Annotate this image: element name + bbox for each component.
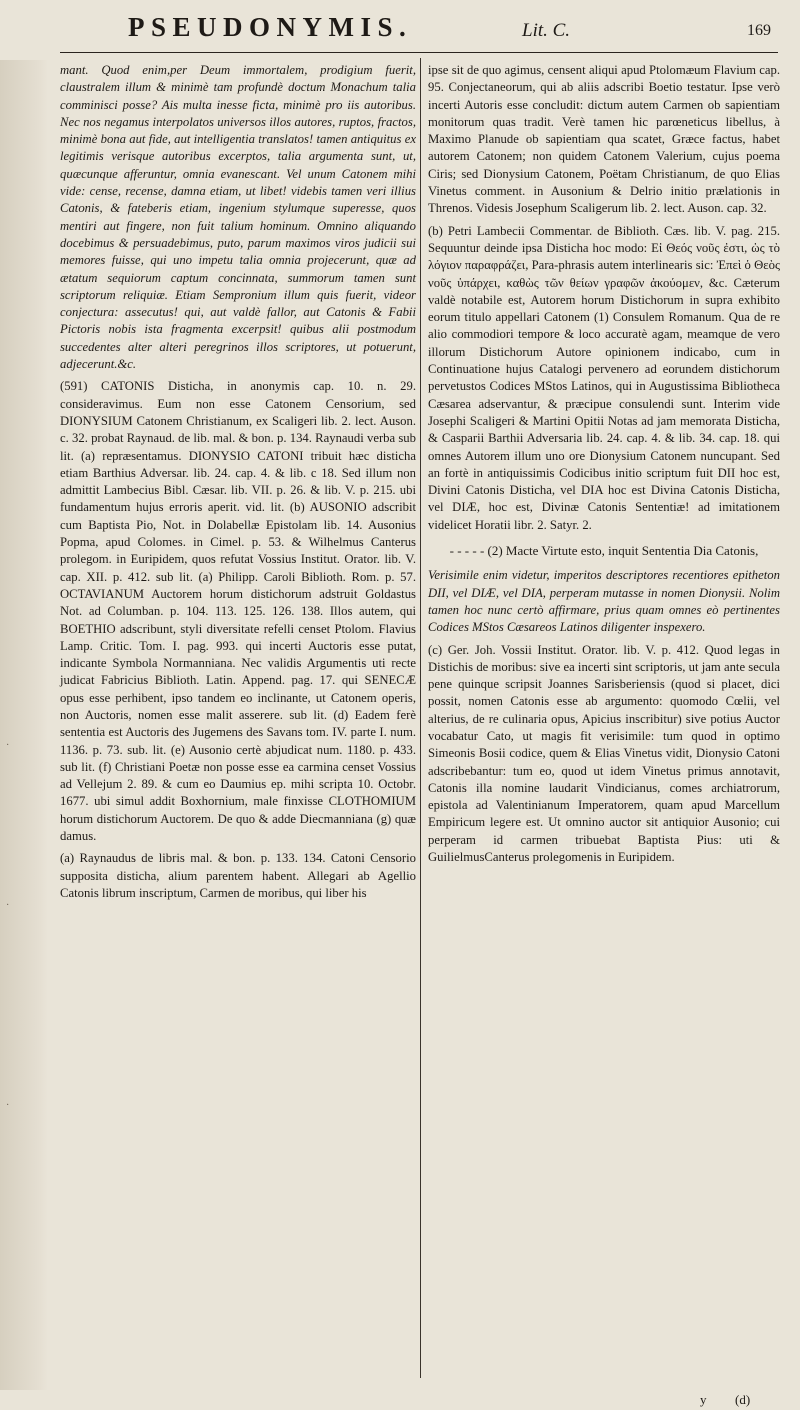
margin-mark: · [6, 900, 10, 911]
signature-mark: y [700, 1392, 707, 1407]
margin-mark: · [6, 740, 10, 751]
margin-mark: · [6, 1100, 10, 1111]
catchword: (d) [735, 1392, 751, 1407]
page-header [0, 10, 800, 54]
motto-verse: - - - - - (2) Macte Virtute esto, inquit Sententia Dia Catonis, [449, 543, 759, 559]
section-mark: Lit. C. [522, 20, 571, 41]
footnote-c: (c) Ger. Joh. Vossii Institut. Orator. lib. V. p. 412. Quod legas in Distichis de moribus: sive ea incerti sint scriptoris, ut jam ante secula pene quinque scripsit Joannes Sarisberiensis (quod si placet, dici possit, nomen Catonis esse ab argumento: quomodo Cœlii, vel alterius, de re culinaria opus, Apicius inscribitur) sive potius Auctor vocabatur Cato, ut magis fit verisimile: tum quod in optimo Simeonis Bosii codice, quem & Elias Vinetus vidit, Dionysio Catoni adscribebantur: tum eo, quod ut idem Vinetus primus annotavit, Catonis illa nomine laudarit Vindicianus, comes archiatrorum, epistola ad Valentinianum Imperatorem, quam apud Marcellum Empiricum legere est. Ut omnino auctor sit antiquior Ausonio; cui perperam id carmen tribuebat Baptista Pius: uti & GuilielmusCanterus prolegomenis in Euripidem. [428, 642, 780, 865]
left-margin-strip [0, 60, 48, 1390]
paragraph: (591) CATONIS Disticha, in anonymis cap. 10. n. 29. consideravimus. Eum non esse Catonem Censorium, sed DIONYSIUM Catonem Christianum, ex Scaligeri lib. 2. lect. Auson. c. 32. probat Raynaud. de lib. mal. & bon. p. 134. Raynaudi verba sub lit. (a) repræsentamus. DIONYSIO CATONI tribuit hæc disticha etiam Barthius Adversar. lib. 24. cap. 4. & lib. c 18. Sed illum non admittit Lambecius Bibl. Cæsar. lib. VII. p. 26. & lib. V. p. 215. ubi fundamentum hujus erroris aperit. vid. lit. (b) AUSONIO adscribit cum Baptista Pio, Not. in Dolabellæ Epistolam lib. 14. Ausonius Popma, apud Colomes. in Cimel. p. 53. & Wilhelmus Canterus prolegom. in Euripidem, quos refutat Vossius Institut. Orator. lib. V. cap. XII. p. 412. sub lit. (a) Philipp. Caroli Biblioth. Rom. p. 57. OCTAVIANUM Auctorem horum distichorum adstruit Goldastus Not. ad Columban. p. 104. 113. 125. 126. 138. Illos autem, qui BOETHIO adscribunt, styli diversitate refelli censet Ptolom. Flavius Lamp. Critic. Tom. I. pag. 993. qui incerti Auctoris esse putat, indicante Symbola Normanniana. Nec validis Argumentis uti recte judicat Fabricius Biblioth. Latin. Append. pag. 17. qui SENECÆ opus esse perhibent, ipso tandem eo inclinante, ut Catonem operis, non Auctoris, nomen esse malit asserere. sub lit. (d) Eadem ferè sententia est Auctoris des Jugemens des Savans tom. IV. parte I. num. 1136. p. 73. sub. lit. (e) Ausonio certè abjudicat num. 1180. p. 433. sub lit. (f) Christiani Poetæ non posse esse ea carmina censet Vossius ad Vellejum 2. 89. & cum eo Daumius ep. mihi scripta 10. Octobr. 1677. ubi simul addit Boxhornium, male finxisse CLOTHOMIUM horum distichorum Auctorem. De quo & adde Diecmanniana (g) quæ damus. [60, 379, 416, 844]
paragraph: mant. Quod enim,per Deum immortalem, prodigium fuerit, claustralem illum & minimè tam profundè doctum Monachum talia comminisci posse? Ais multa inesse ficta, minimè pro iis autoribus. Nec nos negamus interpolatos universos illos autores, ruptos, fractos, minimè bona aut fide, aut intelligentia translatos! tamen antiquitus ex legitimis verisque autoribus excerptos, talia argumenta sunt, ut, quæcunque afferuntur, omnia evanescant. Vel unum Catonem mihi vide: censе, recense, damna etiam, ut libet! videbis tamen veri illius Catonis, & fateberis etiam, ingenium stylumque superesse, quos mentiri aut fingere, non fuit talium hominum. Omnino aliquando docebimus & persuadebimus, puto, parum maximos viros judicii sui memores fuisse, qui uno impetu talia omnia projecerunt, quæ ad ætatum sequiorum captum concinnata, summorum tamen sunt scriptorum reliquiæ. Etiam Sempronium illum quis fuerit, videor conjectura: assecutus! qui, aut valdè fallor, aut Catonis & Fabii Pictoris nobis ista fragmenta excerpsit! quibus alii postmodum succedentes alter alteri peregrinos illos scriptores, ut potuerunt, adjecerunt.&c. [60, 63, 416, 372]
paragraph: Verisimile enim videtur, imperitos descriptores recentiores epitheton DII, vel DIÆ, vel DIA, perperam mutasse in nomen Dionysii. Nolim tamen hoc nunc certò affirmare, prius quam omnes eò pertinentes Codices MStos Cæsareos Latinos diligenter inspexero. [428, 568, 780, 635]
footnote-b: (b) Petri Lambecii Commentar. de Biblioth. Cæs. lib. V. pag. 215. Sequuntur deinde ipsa Disticha hoc modo: Εἰ Θεός νοῦς ἐστι, ὡς τὸ λόγιον παραφράζει, Para-phrasis autem interlinearis sic: Ἐπεὶ ὁ Θεὸς νοῦς ὑπάρχει, καθὼς τῶν θείων γραφῶν ἀκούομεν, &c. Cæterum valdè notabile est, Autorem horum Distichorum in supra exhibito eorum titulo appellari Catonem (1) Consulem Romanum. Qua de re alio commodiori tempore & loco accuratè agam, meamque de vero illorum Distichorum Autore opinionem indicabo, cum in Continuatione hujus Catalogi pervenero ad eorundem distichorum pervetustos Codices MStos Latinos, qui in Augustissima Bibliotheca Cæsarea adservantur, & præcipue consulendi sunt. Interim vide Josephi Scaligeri & Martini Opitii Notas ad jam memorata Disticha, & Casparii Barthii Adversaria lib. 24. cap. 4. & lib. 34. cap. 18. qui omnes Autorem illum uno ore Dionysium Catonem nuncupant. Sed an fortè in antiquissimis Codicibus initio scriptum fuit DII hoc est, Divini Catonis Disticha, vel DIA hoc est Divina Catonis Disticha, vel DIÆ, hoc est, Divinæ Catonis Sententiæ! ad imitationem videlicet Horatii libr. 2. Satyr. 2. [428, 223, 780, 532]
left-column [60, 62, 416, 902]
right-column [428, 62, 780, 866]
column-divider [420, 58, 421, 1378]
page-number: 169 [747, 22, 771, 39]
running-title: PSEUDONYMIS. [128, 12, 413, 42]
footnote-a: (a) Raynaudus de libris mal. & bon. p. 133. 134. Catoni Censorio supposita disticha, alium parentem habent. Allegari ab Agellio Catonis librum inscriptum, Carmen de moribus, qui liber his [60, 851, 416, 900]
paragraph: ipse sit de quo agimus, censent aliqui apud Ptolomæum Flavium cap. 95. Conjectaneorum, qui ab aliis adscribi Boetio testatur. Ipse verò incerti Autoris esse concludit: dictum autem Carmen ob sapientiam monitorum quas tradit. Verè tamen hic parœneticus libellus, à Maximo Planude ob sapientiam qua scatet, Græce factus, habet autorem Catonem; non quidem Catonem Valerium, cujus poema Ciris; sed Dionysium Catonem, Poëtam Christianum, de quo Elias Vinetus comment. in Ausonium & Delrio initio prælationis in Threnos. Videsis Josephum Scaligerum lib. 2. lect. Auson. cap. 32. [428, 63, 780, 216]
header-rule [60, 52, 778, 53]
